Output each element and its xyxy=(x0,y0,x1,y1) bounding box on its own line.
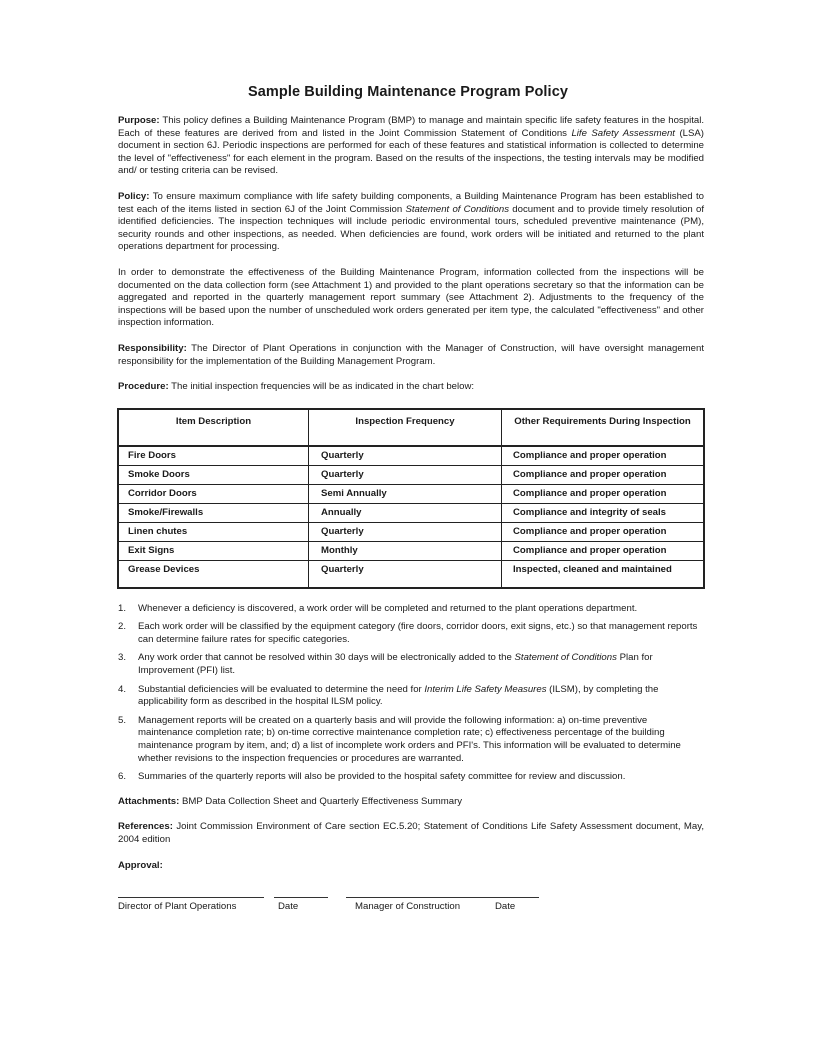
step-number: 6. xyxy=(118,771,127,783)
step-number: 4. xyxy=(118,683,127,695)
responsibility-label: Responsibility: xyxy=(118,342,187,354)
cell-frequency: Semi Annually xyxy=(309,484,502,503)
responsibility-paragraph xyxy=(118,343,704,368)
approval-paragraph xyxy=(118,860,704,873)
purpose-text-2: (LSA) document in section 6J. Periodic inspections are performed for each of these features and statistical information is collected to determine the level of "effectiveness" for each element in the program. Based on the results of the inspections, the testing intervals may be modified and/ or testing criteria can be revised. xyxy=(118,127,704,177)
step-text-2: (ILSM), by completing the applicability form as described in the hospital ILSM policy. xyxy=(138,683,659,708)
references-text: Joint Commission Environment of Care section EC.5.20; Statement of Conditions Life Safety Assessment document, May, 2004 edition xyxy=(118,821,704,845)
table-row xyxy=(118,465,704,484)
policy-label: Policy: xyxy=(118,190,150,202)
responsibility-text: The Director of Plant Operations in conjunction with the Manager of Construction, will have oversight management responsibility for the implementation of the Building Management Program. xyxy=(118,342,704,367)
cell-item: Smoke/Firewalls xyxy=(118,503,309,522)
purpose-italic: Life Safety Assessment xyxy=(571,127,675,139)
approval-label: Approval: xyxy=(118,859,163,871)
document-body xyxy=(118,115,704,885)
policy-text-2: document and to provide timely resolution of identified deficiencies. The inspection techniques will include periodic environmental tours, scheduled preventive maintenance (PM), security rounds and other inspections, as needed. When deficiencies are found, work orders will be initiated and returned to the plant operations department for processing. xyxy=(118,203,704,253)
cell-item: Linen chutes xyxy=(118,522,309,541)
step-italic: Interim Life Safety Measures xyxy=(424,683,547,695)
date-label-1: Date xyxy=(278,901,299,912)
cell-frequency: Annually xyxy=(309,503,502,522)
director-signature-line xyxy=(118,897,264,912)
step-number: 5. xyxy=(118,714,127,726)
list-item xyxy=(118,771,704,784)
step-text: Whenever a deficiency is discovered, a work order will be completed and returned to the plant operations department. xyxy=(138,602,638,614)
procedure-label: Procedure: xyxy=(118,381,169,393)
list-item xyxy=(118,603,704,616)
cell-item: Grease Devices xyxy=(118,560,309,588)
cell-item: Smoke Doors xyxy=(118,465,309,484)
table-row xyxy=(118,541,704,560)
step-text: Summaries of the quarterly reports will also be provided to the hospital safety committee for review and discussion. xyxy=(138,771,626,783)
page-title: Sample Building Maintenance Program Policy xyxy=(247,84,569,100)
inspection-frequency-table xyxy=(117,408,705,589)
policy-italic: Statement of Conditions xyxy=(405,203,510,215)
purpose-text-1: This policy defines a Building Maintenance Program (BMP) to manage and maintain specific life safety features in the hospital. Each of these features are derived from and listed in the Joint Commission Statement of Conditions xyxy=(118,115,704,139)
cell-requirements: Inspected, cleaned and maintained xyxy=(513,563,672,575)
step-text: Substantial deficiencies will be evaluated to determine the need for xyxy=(138,683,425,695)
cell-requirements: Compliance and proper operation xyxy=(502,484,705,503)
attachments-paragraph xyxy=(118,796,704,809)
list-item xyxy=(118,652,704,677)
director-label: Director of Plant Operations xyxy=(118,901,237,912)
header-item-description: Item Description xyxy=(118,409,309,446)
step-number: 1. xyxy=(118,602,127,614)
procedure-paragraph xyxy=(118,381,704,394)
step-text: Each work order will be classified by the equipment category (fire doors, corridor doors, exit signs, etc.) so that management reports can determine failure rates for specific categories. xyxy=(138,621,698,645)
attachments-label: Attachments: xyxy=(118,795,180,807)
manager-signature-line xyxy=(346,897,485,912)
step-text: Any work order that cannot be resolved within 30 days will be electronically added to the xyxy=(138,652,515,664)
cell-frequency: Quarterly xyxy=(309,522,502,541)
table-row xyxy=(118,503,704,522)
cell-item: Fire Doors xyxy=(118,446,309,466)
table-header-row xyxy=(118,409,704,446)
demonstrate-paragraph: In order to demonstrate the effectiveness of the Building Maintenance Program, information collected from the inspections will be documented on the data collection form (see Attachment 1) and provided to the plant operations secretary so that the information can be aggregated and reported in the quarterly management report summary (see Attachment 2). Adjustments to the frequency of the inspections will be based upon the number of unscheduled work orders generated per item type, the calculated "effectiveness" and other inspection information. xyxy=(118,266,704,329)
manager-label: Manager of Construction xyxy=(355,901,461,912)
list-item xyxy=(118,684,704,709)
date-label-2: Date xyxy=(495,901,516,912)
manager-date-line xyxy=(483,897,539,912)
cell-requirements: Compliance and proper operation xyxy=(502,465,705,484)
cell-frequency: Monthly xyxy=(309,541,502,560)
cell-requirements: Compliance and proper operation xyxy=(502,446,705,466)
header-inspection-frequency: Inspection Frequency xyxy=(309,409,502,446)
cell-item: Corridor Doors xyxy=(118,484,309,503)
references-paragraph xyxy=(118,821,704,846)
table-row xyxy=(118,560,704,588)
procedure-steps-list xyxy=(118,603,704,784)
procedure-text: The initial inspection frequencies will be as indicated in the chart below: xyxy=(168,381,475,393)
step-italic: Statement of Conditions xyxy=(514,652,617,664)
director-date-line xyxy=(274,897,328,912)
list-item xyxy=(118,621,704,646)
table-row xyxy=(118,446,704,466)
cell-requirements: Compliance and integrity of seals xyxy=(502,503,705,522)
cell-requirements: Compliance and proper operation xyxy=(502,522,705,541)
cell-frequency: Quarterly xyxy=(309,560,502,588)
cell-frequency: Quarterly xyxy=(309,465,502,484)
step-number: 3. xyxy=(118,652,127,664)
purpose-paragraph xyxy=(118,115,704,178)
references-label: References: xyxy=(118,821,173,833)
step-text: Management reports will be created on a quarterly basis and will provide the following information: a) on-time preventive maintenance completion rate; b) on-time corrective maintenance completion rate; c) effectiveness percentage of the building maintenance program by item, and; d) a list of incomplete work orders and PFI's. This information will be evaluated to determine whether revisions to the inspection frequencies or procedures are warranted. xyxy=(138,714,681,764)
cell-item: Exit Signs xyxy=(118,541,309,560)
list-item xyxy=(118,715,704,765)
purpose-label: Purpose: xyxy=(118,115,160,126)
signature-block xyxy=(118,897,618,927)
table-row xyxy=(118,484,704,503)
policy-paragraph xyxy=(118,191,704,254)
step-text-2: Plan for Improvement (PFI) list. xyxy=(138,652,653,677)
cell-requirements: Compliance and proper operation xyxy=(502,541,705,560)
policy-text-1: To ensure maximum compliance with life safety building components, a Building Maintenance Program has been established to test each of the items listed in section 6J of the Joint Commission xyxy=(118,190,704,215)
cell-frequency: Quarterly xyxy=(309,446,502,466)
attachments-text: BMP Data Collection Sheet and Quarterly Effectiveness Summary xyxy=(179,795,463,807)
step-number: 2. xyxy=(118,621,127,633)
header-other-requirements: Other Requirements During Inspection xyxy=(502,409,705,446)
table-row xyxy=(118,522,704,541)
